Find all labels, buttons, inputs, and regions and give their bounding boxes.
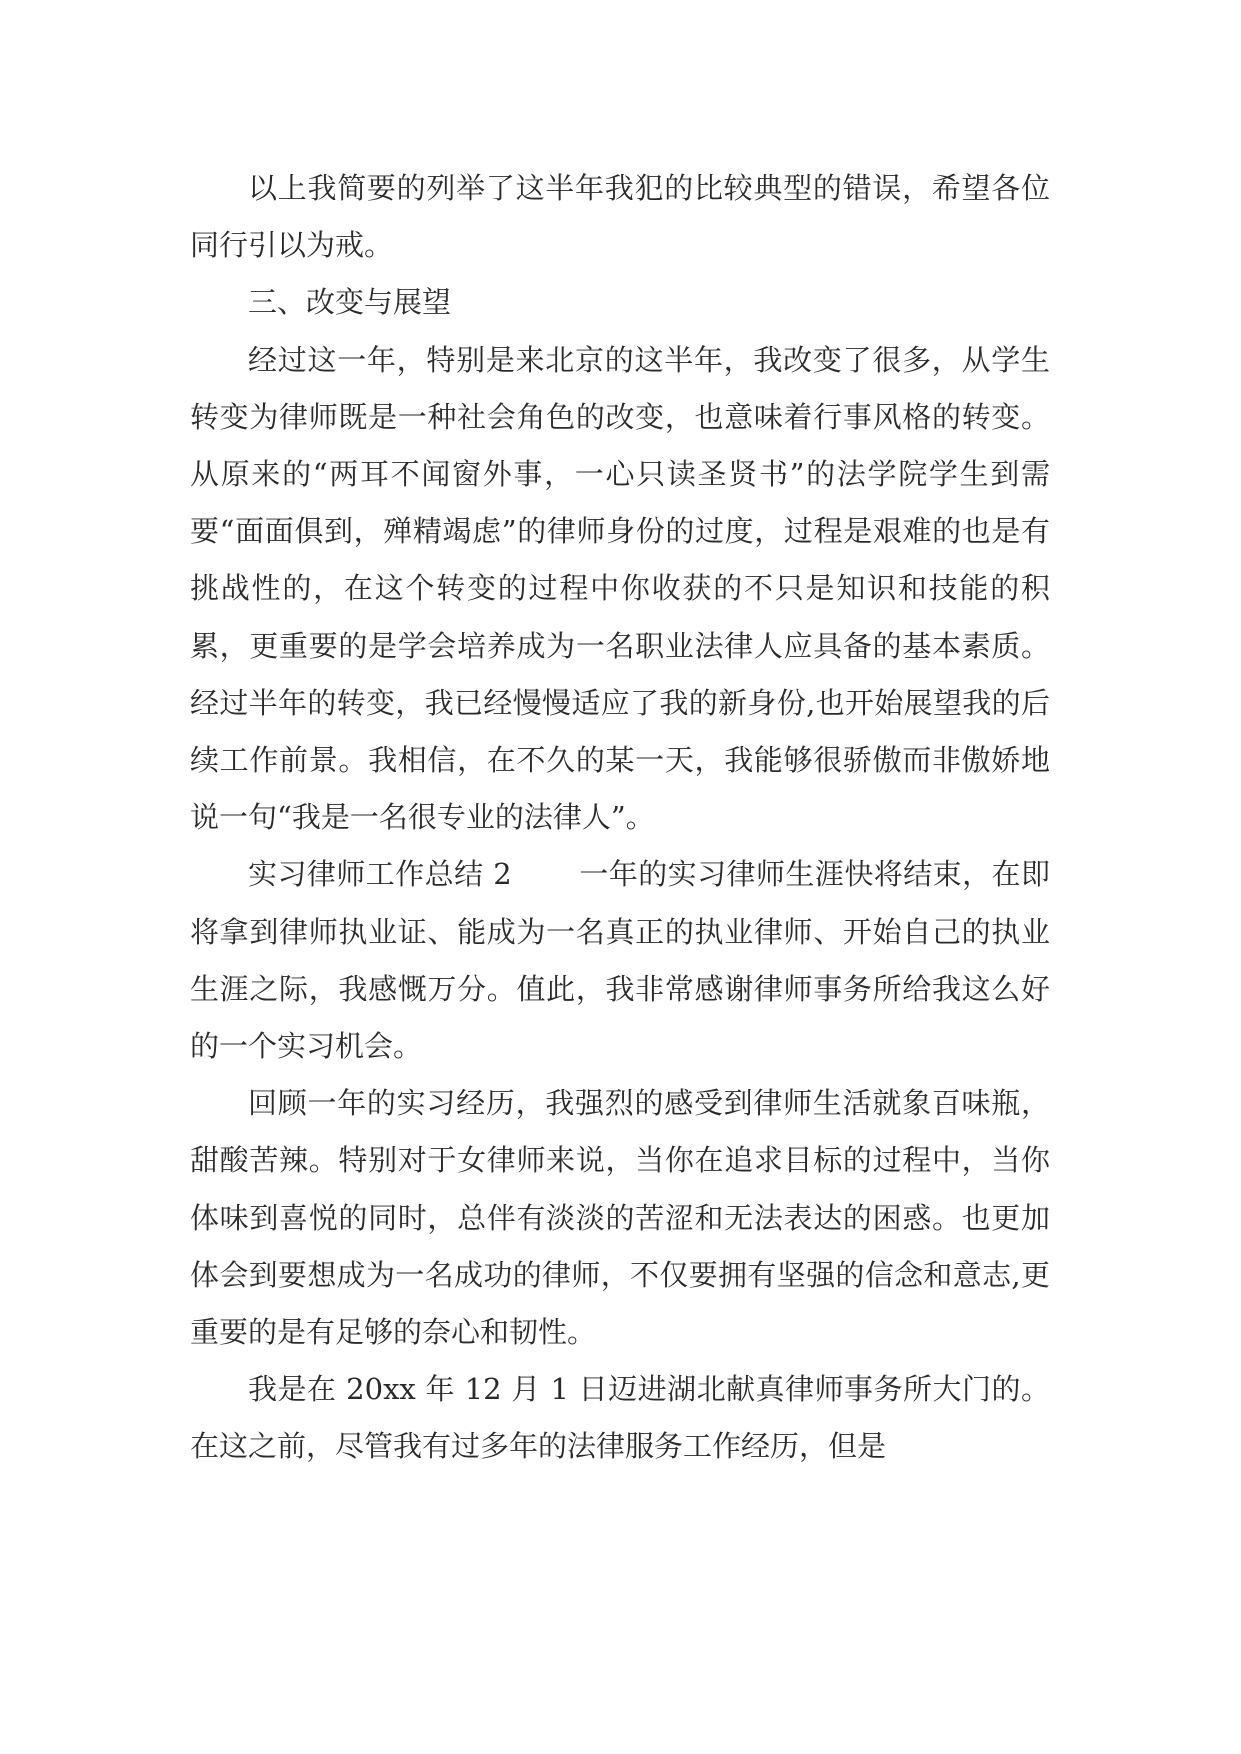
paragraph-joining-firm: 我是在 20xx 年 12 月 1 日迈进湖北献真律师事务所大门的。在这之前，尽管我有过多年的法律服务工作经历，但是 xyxy=(190,1372,1050,1464)
document-body xyxy=(190,160,1050,1476)
paragraph-internship-ending: 一年的实习律师生涯快将结束，在即将拿到律师执业证、能成为一名真正的执业律师、开始自己的执业生涯之际，我感慨万分。值此，我非常感谢律师事务所给我这么好的一个实习机会。 xyxy=(190,857,1050,1064)
paragraph-review-experience: 回顾一年的实习经历，我强烈的感受到律师生活就象百味瓶，甜酸苦辣。特别对于女律师来说，当你在追求目标的过程中，当你体味到喜悦的同时，总伴有淡淡的苦涩和无法表达的困惑。也更加体会到要想成为一名成功的律师，不仅要拥有坚强的信念和意志,更重要的是有足够的奈心和韧性。 xyxy=(190,1086,1050,1350)
section-heading-change-outlook: 三、改变与展望 xyxy=(248,285,452,320)
section-heading-summary-2: 实习律师工作总结 2 xyxy=(248,857,512,892)
paragraph-errors-summary: 以上我简要的列举了这半年我犯的比较典型的错误，希望各位同行引以为戒。 xyxy=(190,171,1050,263)
paragraph-change-outlook: 经过这一年，特别是来北京的这半年，我改变了很多，从学生转变为律师既是一种社会角色的改变，也意味着行事风格的转变。从原来的“两耳不闻窗外事，一心只读圣贤书”的法学院学生到需要“面面俱到，殚精竭虑”的律师身份的过度，过程是艰难的也是有挑战性的，在这个转变的过程中你收获的不只是知识和技能的积累，更重要的是学会培养成为一名职业法律人应具备的基本素质。经过半年的转变，我已经慢慢适应了我的新身份,也开始展望我的后续工作前景。我相信，在不久的某一天，我能够很骄傲而非傲娇地说一句“我是一名很专业的法律人”。 xyxy=(190,342,1050,835)
paragraph-summary-2 xyxy=(190,846,1050,1075)
heading-spacer xyxy=(512,857,580,891)
